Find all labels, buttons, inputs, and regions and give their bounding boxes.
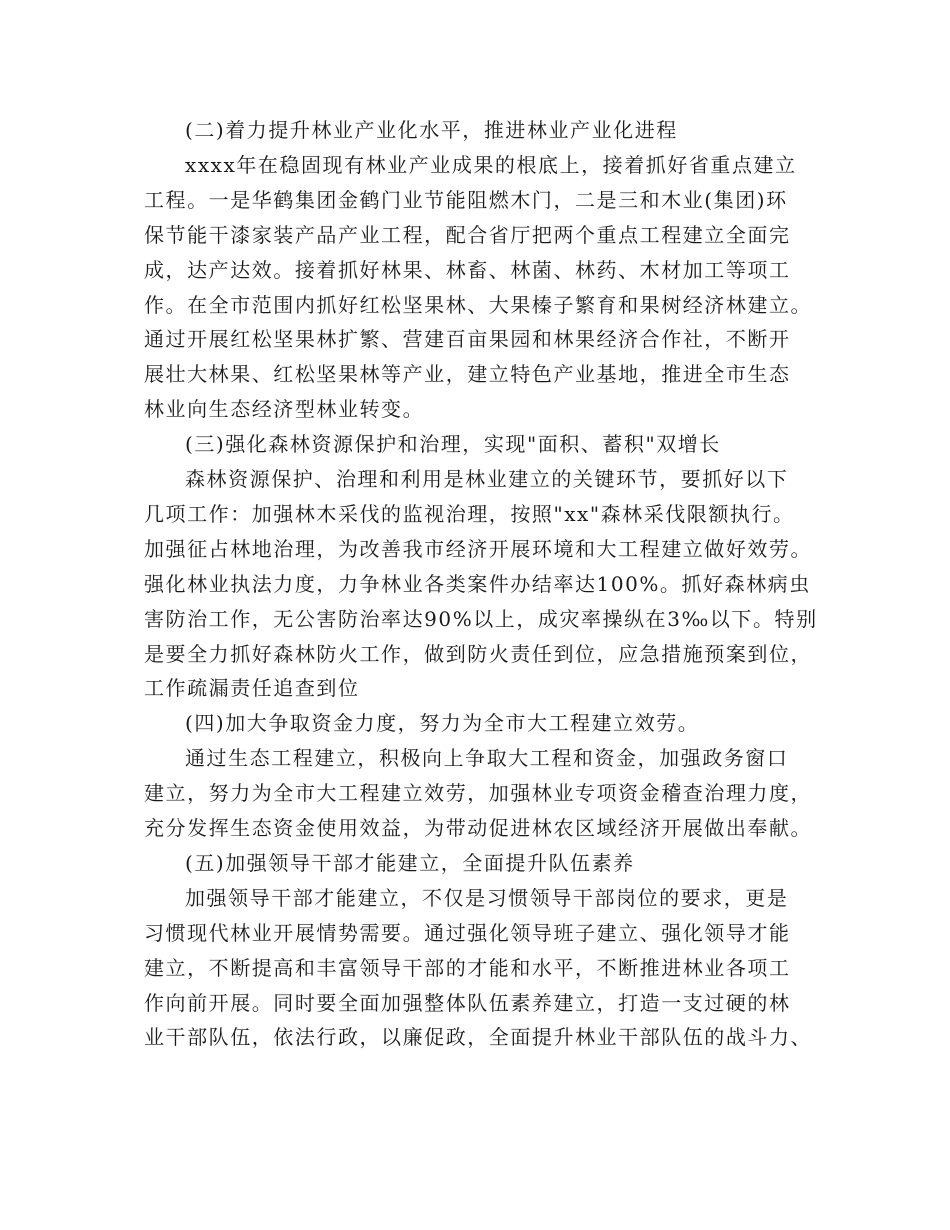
text-line: 工作疏漏责任追查到位	[144, 676, 360, 701]
text-line: 林业向生态经济型林业转变。	[144, 397, 425, 422]
text-line: 通过生态工程建立，积极向上争取大工程和资金，加强政务窗口	[185, 746, 789, 771]
text-line: 成，达产达效。接着抓好林果、林畜、林菌、林药、木材加工等项工	[144, 257, 791, 282]
text-line: 通过开展红松坚果林扩繁、营建百亩果园和林果经济合作社，不断开	[144, 327, 791, 352]
text-line: 作。在全市范围内抓好红松坚果林、大果榛子繁育和果树经济林建立。	[144, 292, 813, 317]
text-line: 森林资源保护、治理和利用是林业建立的关键环节，要抓好以下	[185, 467, 789, 491]
text-line: 展壮大林果、红松坚果林等产业，建立特色产业基地，推进全市生态	[144, 362, 791, 387]
text-line: 是要全力抓好森林防火工作，做到防火责任到位，应急措施预案到位，	[144, 641, 813, 666]
text-line: 建立，努力为全市大工程建立效劳，加强林业专项资金稽查治理力度，	[144, 781, 813, 806]
text-line: 作向前开展。同时要全面加强整体队伍素养建立，打造一支过硬的林	[144, 990, 791, 1015]
text-line: 几项工作：加强林木采伐的监视治理，按照"xx"森林采伐限额执行。	[144, 501, 795, 526]
text-line: 习惯现代林业开展情势需要。通过强化领导班子建立、强化领导才能	[144, 920, 791, 945]
text-line: xxxx年在稳固现有林业产业成果的根底上，接着抓好省重点建立	[185, 152, 797, 177]
text-line: (五)加强领导干部才能建立，全面提升队伍素养	[185, 850, 635, 875]
text-line: 建立，不断提高和丰富领导干部的才能和水平，不断推进林业各项工	[144, 955, 791, 980]
text-line: (二)着力提升林业产业化水平，推进林业产业化进程	[185, 118, 678, 142]
text-line: 强化林业执法力度，力争林业各类案件办结率达100%。抓好森林病虫	[144, 571, 811, 596]
text-line: 业干部队伍，依法行政，以廉促政，全面提升林业干部队伍的战斗力、	[144, 1025, 813, 1050]
text-line: 充分发挥生态资金使用效益，为带动促进林农区域经济开展做出奉献。	[144, 816, 813, 840]
text-line: 害防治工作，无公害防治率达90%以上，成灾率操纵在3‰以下。特别	[144, 606, 818, 631]
text-line: 保节能干漆家装产品产业工程，配合省厅把两个重点工程建立全面完	[144, 222, 791, 247]
text-line: 加强领导干部才能建立，不仅是习惯领导干部岗位的要求，更是	[185, 885, 789, 910]
text-line: (三)强化森林资源保护和治理，实现"面积、蓄积"双增长	[185, 432, 721, 457]
text-line: 加强征占林地治理，为改善我市经济开展环境和大工程建立做好效劳。	[144, 536, 813, 561]
text-line: 工程。一是华鹤集团金鹤门业节能阻燃木门，二是三和木业(集团)环	[144, 187, 788, 212]
text-line: (四)加大争取资金力度，努力为全市大工程建立效劳。	[185, 711, 700, 736]
